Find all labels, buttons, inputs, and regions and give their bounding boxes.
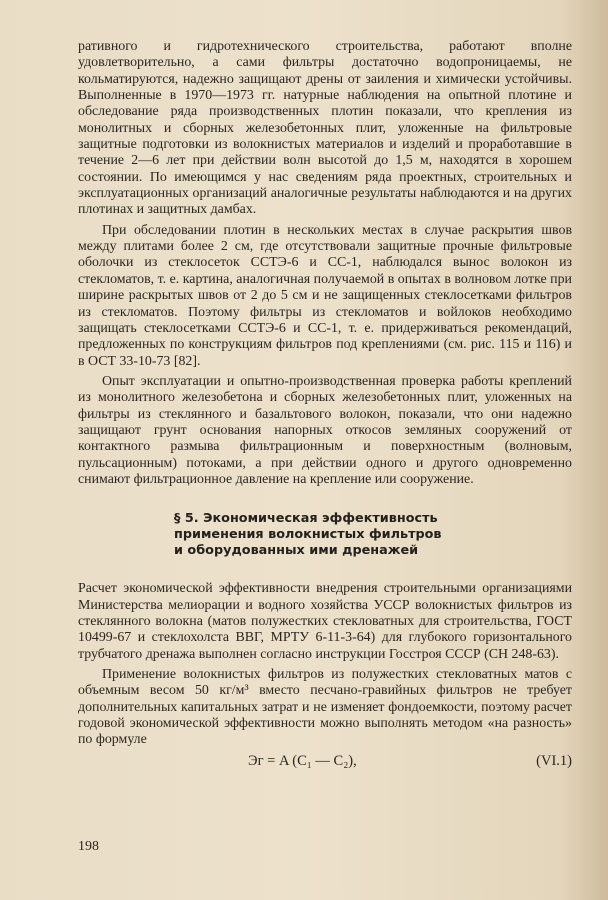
formula-expression: Эг = A (C₁ — C₂), xyxy=(248,752,357,769)
section-heading-line-2: применения волокнистых фильтров xyxy=(174,527,442,543)
formula-number: (VI.1) xyxy=(536,752,572,769)
formula-line xyxy=(78,751,572,771)
page-body xyxy=(78,39,572,771)
paragraph-5: Применение волокнистых фильтров из полужестких стекловатных матов с объемным весом 50 кг/м³ вместо песчано-гравийных фильтров не требует дополнительных капитальных затрат и не изменяет фондоемкости, поэтому расчет годовой экономической эффективности можно выполнять методом «на разность» по формуле xyxy=(78,667,572,748)
section-heading-line-1: § 5. Экономическая эффективность xyxy=(174,511,438,527)
section-heading xyxy=(174,511,572,559)
paragraph-1: ративного и гидротехнического строительства, работают вполне удовлетворительно, а сами фильтры достаточно водопроницаемы, не кольматируются, надежно защищают дрены от заиления и химически устойчивы. Выполненные в 1970—1973 гг. натурные наблюдения на опытной плотине и обследование ряда производственных плотин показали, что крепления из монолитных и сборных железобетонных плит, уложенные на фильтровые защитные подготовки из волокнистых материалов и изделий и проработавшие в течение 2—6 лет при действии волн высотой до 1,5 м, находятся в хорошем состоянии. По имеющимся у нас сведениям ряда проектных, строительных и эксплуатационных организаций аналогичные результаты наблюдаются и на других плотинах и защитных дамбах. xyxy=(78,39,572,218)
paragraph-2: При обследовании плотин в нескольких местах в случае раскрытия швов между плитами более 2 см, где отсутствовали защитные прочные фильтровые оболочки из стеклосеток ССТЭ-6 и СС-1, наблюдался вынос волокон из стекломатов, т. е. картина, аналогичная получаемой в опытах в волновом лотке при ширине раскрытых швов от 2 до 5 см и не защищенных стеклосетками фильтров из стекломатов. Поэтому фильтры из стекломатов и войлоков необходимо защищать стеклосетками ССТЭ-6 и СС-1, т. е. придерживаться рекомендаций, предложенных по конструкциям фильтров под креплениями (см. рис. 115 и 116) и в ОСТ 33-10-73 [82]. xyxy=(78,222,572,369)
paragraph-4: Расчет экономической эффективности внедрения строительными организациями Министерства мелиорации и водного хозяйства УССР волокнистых фильтров из стеклянного волокна (матов полужестких стекловатных для строительства, ГОСТ 10499-67 и стеклохолста ВВГ, МРТУ 6-11-3-64) для глубокого горизонтального трубчатого дренажа выполнен согласно инструкции Госстроя СССР (СН 248-63). xyxy=(78,581,572,662)
paragraph-3: Опыт эксплуатации и опытно-производственная проверка работы креплений из монолитного железобетона и сборных железобетонных плит, уложенных на фильтры из стеклянного и базальтового волокон, показали, что они надежно защищают грунт основания напорных откосов земляных сооружений от контактного размыва фильтрационным и поверхностным (волновым, пульсационным) потоками, а при действии одного и другого одновременно снимают фильтрационное давление на крепление или сооружение. xyxy=(78,373,572,487)
section-heading-line-3: и оборудованных ими дренажей xyxy=(174,543,419,559)
page-number: 198 xyxy=(78,839,99,854)
